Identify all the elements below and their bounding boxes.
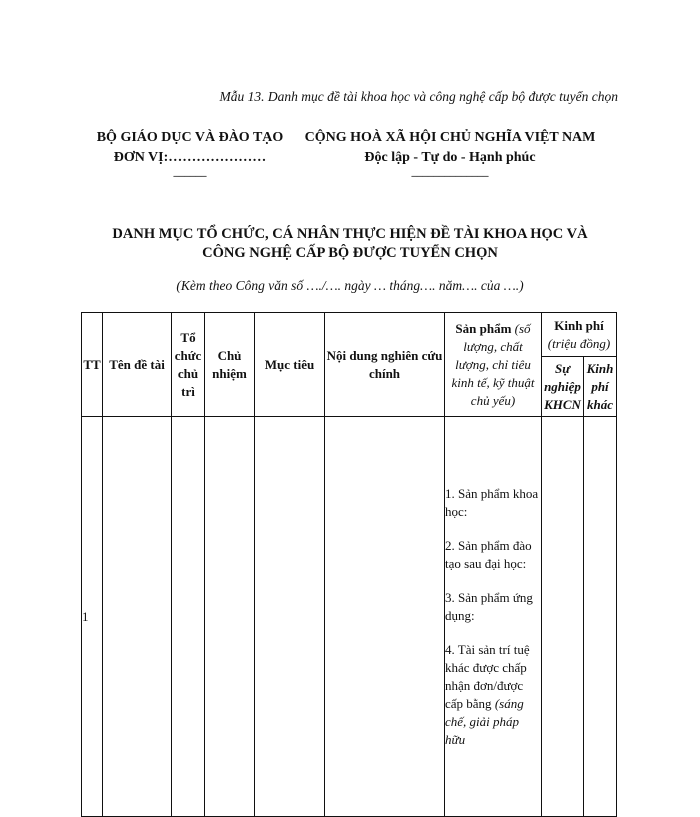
col-project-lead: Chủ nhiệm — [205, 313, 255, 417]
title-line-2: CÔNG NGHỆ CẤP BỘ ĐƯỢC TUYỂN CHỌN — [202, 245, 498, 261]
col-products-label: Sản phẩm — [455, 320, 512, 336]
ministry-rule: ______ — [173, 166, 207, 178]
cell-objective — [255, 417, 325, 817]
country-name: CỘNG HOÀ XÃ HỘI CHỦ NGHĨA VIỆT NAM — [304, 130, 596, 145]
document-title — [80, 225, 620, 263]
cell-budget-other — [584, 417, 617, 817]
product-item: 2. Sản phẩm đào tạo sau đại học: — [445, 537, 532, 571]
col-project-name: Tên đề tài — [103, 313, 172, 417]
col-budget-other: Kinh phí khác — [584, 357, 617, 417]
motto-rule: ______________ — [411, 166, 489, 178]
col-products — [445, 313, 542, 417]
title-line-1: DANH MỤC TỔ CHỨC, CÁ NHÂN THỰC HIỆN ĐỀ TÀI KHOA HỌC VÀ — [112, 226, 588, 242]
col-budget — [542, 313, 617, 357]
product-item: 1. Sản phẩm khoa học: — [445, 485, 539, 519]
cell-project-lead — [205, 417, 255, 817]
project-table — [81, 312, 617, 817]
cell-research-content — [325, 417, 445, 817]
ministry-name: BỘ GIÁO DỤC VÀ ĐÀO TẠO — [96, 130, 284, 145]
cell-project-name — [103, 417, 172, 817]
col-products-note: (số lượng, chất lượng, chỉ tiêu kinh tế, kỹ thuật chủ yếu) — [451, 320, 535, 408]
col-budget-unit: (triệu đồng) — [547, 335, 611, 351]
product-item-text: 4. Tài sản trí tuệ khác được chấp nhận đơn/được cấp bằng — [445, 641, 530, 711]
table-header-row — [82, 313, 617, 357]
col-objective: Mục tiêu — [255, 313, 325, 417]
product-item: 3. Sản phẩm ứng dụng: — [445, 589, 533, 623]
table-row — [82, 417, 617, 817]
cell-budget-science — [542, 417, 584, 817]
col-research-content: Nội dung nghiên cứu chính — [325, 313, 445, 417]
col-tt: TT — [82, 313, 103, 417]
document-subtitle: (Kèm theo Công văn số …./…. ngày … tháng…. năm…. của ….) — [176, 278, 524, 293]
national-motto: Độc lập - Tự do - Hạnh phúc — [364, 150, 536, 165]
product-item — [445, 641, 541, 749]
col-host-org: Tổ chức chủ trì — [172, 313, 205, 417]
cell-products — [445, 417, 542, 817]
form-code: Mẫu 13. Danh mục đề tài khoa học và công nghệ cấp bộ được tuyển chọn — [219, 89, 618, 104]
product-item-note: (sáng chế, giải pháp hữu — [445, 695, 524, 747]
cell-host-org — [172, 417, 205, 817]
col-budget-label: Kinh phí — [554, 317, 604, 333]
unit-name: ĐƠN VỊ:………………… — [113, 150, 267, 165]
row-number: 1 — [82, 417, 103, 817]
col-budget-science: Sự nghiệp KHCN — [542, 357, 584, 417]
